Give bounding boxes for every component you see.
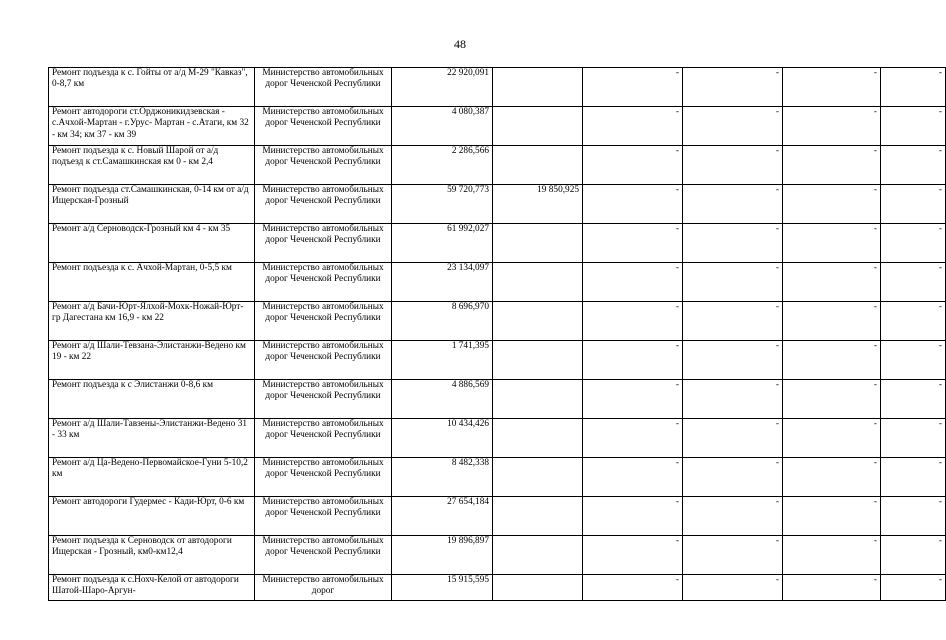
project-name-cell: Ремонт автодороги ст.Орджоникидзевская - с.Ачхой-Мартан - г.Урус- Мартан - с.Атаги, км 32 - км 34; км 37 - км 39: [49, 107, 255, 146]
value-5-cell: -: [783, 341, 881, 380]
value-5-cell: -: [783, 224, 881, 263]
project-name-cell: Ремонт автодороги Гудермес - Кади-Юрт, 0-6 км: [49, 497, 255, 536]
organization-cell: Министерство автомобильных дорог Чеченской Республики: [255, 458, 392, 497]
budget-table: [48, 67, 946, 601]
amount-cell: 4 886,569: [392, 380, 493, 419]
table-row: [49, 263, 946, 302]
value-3-cell: -: [583, 341, 683, 380]
value-6-cell: -: [881, 575, 946, 601]
value-5-cell: -: [783, 263, 881, 302]
amount-cell: 8 696,970: [392, 302, 493, 341]
organization-cell: Министерство автомобильных дорог Чеченской Республики: [255, 497, 392, 536]
project-name-cell: Ремонт подъезда к с.Нохч-Келой от автодороги Шатой-Шаро-Аргун-: [49, 575, 255, 601]
amount-cell: 23 134,097: [392, 263, 493, 302]
value-4-cell: -: [683, 575, 783, 601]
value-4-cell: -: [683, 224, 783, 263]
value-5-cell: -: [783, 380, 881, 419]
organization-cell: Министерство автомобильных дорог Чеченской Республики: [255, 380, 392, 419]
value-5-cell: -: [783, 302, 881, 341]
value-4-cell: -: [683, 185, 783, 224]
value-5-cell: -: [783, 419, 881, 458]
value-4-cell: -: [683, 380, 783, 419]
value-3-cell: -: [583, 536, 683, 575]
amount-2-cell: [493, 419, 583, 458]
amount-2-cell: 19 850,925: [493, 185, 583, 224]
value-6-cell: -: [881, 380, 946, 419]
value-6-cell: -: [881, 497, 946, 536]
amount-cell: 61 992,027: [392, 224, 493, 263]
value-6-cell: -: [881, 146, 946, 185]
value-6-cell: -: [881, 263, 946, 302]
value-5-cell: -: [783, 107, 881, 146]
value-4-cell: -: [683, 458, 783, 497]
table-row: [49, 458, 946, 497]
amount-2-cell: [493, 68, 583, 107]
organization-cell: Министерство автомобильных дорог Чеченской Республики: [255, 146, 392, 185]
value-3-cell: -: [583, 575, 683, 601]
value-6-cell: -: [881, 107, 946, 146]
organization-cell: Министерство автомобильных дорог Чеченской Республики: [255, 263, 392, 302]
value-4-cell: -: [683, 146, 783, 185]
project-name-cell: Ремонт а/д Серноводск-Грозный км 4 - км 35: [49, 224, 255, 263]
value-4-cell: -: [683, 302, 783, 341]
value-6-cell: -: [881, 458, 946, 497]
amount-cell: 4 080,387: [392, 107, 493, 146]
amount-cell: 15 915,595: [392, 575, 493, 601]
amount-cell: 2 286,566: [392, 146, 493, 185]
value-6-cell: -: [881, 224, 946, 263]
value-4-cell: -: [683, 68, 783, 107]
table-row: [49, 575, 946, 601]
project-name-cell: Ремонт а/д Бачи-Юрт-Ялхой-Мохк-Ножай-Юрт-гр Дагестана км 16,9 - км 22: [49, 302, 255, 341]
value-5-cell: -: [783, 146, 881, 185]
project-name-cell: Ремонт подъезда к с Элистанжи 0-8,6 км: [49, 380, 255, 419]
organization-cell: Министерство автомобильных дорог Чеченской Республики: [255, 68, 392, 107]
value-3-cell: -: [583, 263, 683, 302]
organization-cell: Министерство автомобильных дорог Чеченской Республики: [255, 107, 392, 146]
value-3-cell: -: [583, 302, 683, 341]
value-3-cell: -: [583, 380, 683, 419]
organization-cell: Министерство автомобильных дорог Чеченской Республики: [255, 185, 392, 224]
value-4-cell: -: [683, 107, 783, 146]
table-row: [49, 185, 946, 224]
project-name-cell: Ремонт подъезда ст.Самашкинская, 0-14 км от а/д Ищерская-Грозный: [49, 185, 255, 224]
value-4-cell: -: [683, 419, 783, 458]
amount-2-cell: [493, 341, 583, 380]
value-5-cell: -: [783, 68, 881, 107]
project-name-cell: Ремонт подъезда к с. Ачхой-Мартан, 0-5,5 км: [49, 263, 255, 302]
value-6-cell: -: [881, 536, 946, 575]
value-4-cell: -: [683, 497, 783, 536]
value-5-cell: -: [783, 536, 881, 575]
table-row: [49, 68, 946, 107]
page-number: 48: [454, 37, 466, 51]
project-name-cell: Ремонт подъезда к Серноводск от автодороги Ищерская - Грозный, км0-км12,4: [49, 536, 255, 575]
amount-2-cell: [493, 107, 583, 146]
table-body: [49, 68, 946, 601]
amount-2-cell: [493, 224, 583, 263]
organization-cell: Министерство автомобильных дорог Чеченской Республики: [255, 224, 392, 263]
value-3-cell: -: [583, 224, 683, 263]
project-name-cell: Ремонт а/д Ца-Ведено-Первомайское-Гуни 5-10,2 км: [49, 458, 255, 497]
amount-cell: 19 896,897: [392, 536, 493, 575]
organization-cell: Министерство автомобильных дорог Чеченской Республики: [255, 302, 392, 341]
table-row: [49, 419, 946, 458]
table-row: [49, 146, 946, 185]
table-row: [49, 302, 946, 341]
amount-cell: 59 720,773: [392, 185, 493, 224]
amount-2-cell: [493, 575, 583, 601]
amount-cell: 1 741,395: [392, 341, 493, 380]
value-4-cell: -: [683, 263, 783, 302]
value-6-cell: -: [881, 341, 946, 380]
value-4-cell: -: [683, 341, 783, 380]
value-4-cell: -: [683, 536, 783, 575]
value-6-cell: -: [881, 302, 946, 341]
amount-cell: 8 482,338: [392, 458, 493, 497]
amount-2-cell: [493, 302, 583, 341]
value-5-cell: -: [783, 458, 881, 497]
value-3-cell: -: [583, 458, 683, 497]
value-3-cell: -: [583, 68, 683, 107]
table-row: [49, 380, 946, 419]
project-name-cell: Ремонт а/д Шали-Тавзены-Элистанжи-Ведено 31 - 33 км: [49, 419, 255, 458]
organization-cell: Министерство автомобильных дорог Чеченской Республики: [255, 536, 392, 575]
value-6-cell: -: [881, 185, 946, 224]
table-row: [49, 107, 946, 146]
project-name-cell: Ремонт а/д Шали-Тевзана-Элистанжи-Ведено км 19 - км 22: [49, 341, 255, 380]
organization-cell: Министерство автомобильных дорог Чеченской Республики: [255, 419, 392, 458]
amount-2-cell: [493, 263, 583, 302]
amount-2-cell: [493, 497, 583, 536]
value-5-cell: -: [783, 575, 881, 601]
value-6-cell: -: [881, 68, 946, 107]
organization-cell: Министерство автомобильных дорог Чеченской Республики: [255, 341, 392, 380]
value-3-cell: -: [583, 107, 683, 146]
value-5-cell: -: [783, 185, 881, 224]
table-row: [49, 224, 946, 263]
amount-cell: 22 920,091: [392, 68, 493, 107]
amount-cell: 27 654,184: [392, 497, 493, 536]
amount-cell: 10 434,426: [392, 419, 493, 458]
value-3-cell: -: [583, 146, 683, 185]
organization-cell: Министерство автомобильных дорог: [255, 575, 392, 601]
project-name-cell: Ремонт подъезда к с. Новый Шарой от а/д подъезд к ст.Самашкинская км 0 - км 2,4: [49, 146, 255, 185]
table-row: [49, 497, 946, 536]
value-6-cell: -: [881, 419, 946, 458]
amount-2-cell: [493, 380, 583, 419]
value-5-cell: -: [783, 497, 881, 536]
amount-2-cell: [493, 458, 583, 497]
value-3-cell: -: [583, 497, 683, 536]
value-3-cell: -: [583, 185, 683, 224]
table-row: [49, 536, 946, 575]
amount-2-cell: [493, 146, 583, 185]
table-row: [49, 341, 946, 380]
value-3-cell: -: [583, 419, 683, 458]
amount-2-cell: [493, 536, 583, 575]
project-name-cell: Ремонт подъезда к с. Гойты от а/д М-29 "Кавказ", 0-8,7 км: [49, 68, 255, 107]
